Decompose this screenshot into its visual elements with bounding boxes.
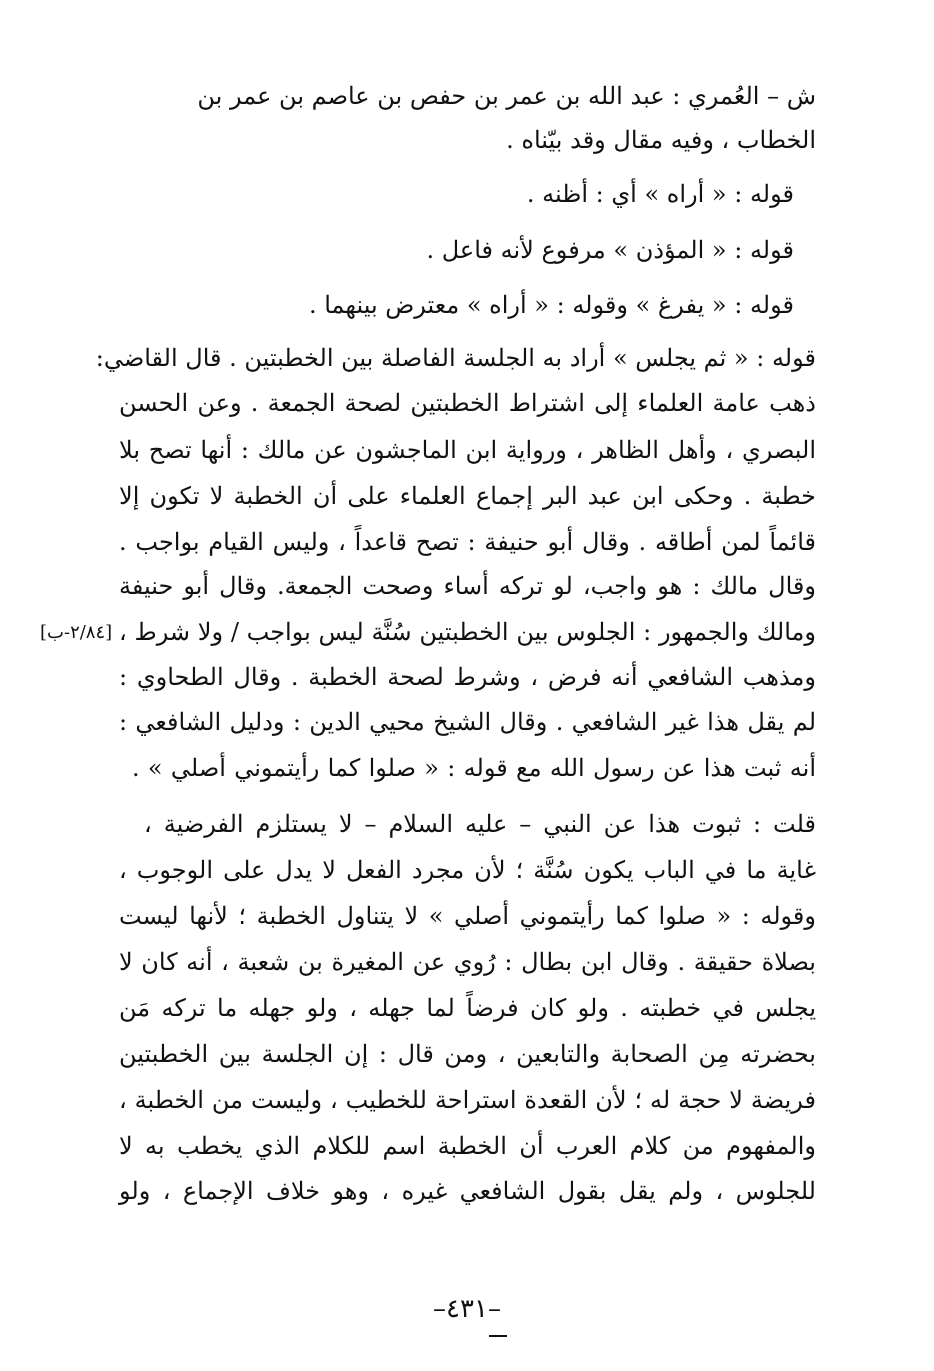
text-line: بحضرته مِن الصحابة والتابعين ، ومن قال : إن الجلسة بين الخطبتين: [119, 1040, 816, 1068]
text-line: لم يقل هذا غير الشافعي . وقال الشيخ محيي الدين : ودليل الشافعي :: [119, 708, 817, 736]
page-number-underline: [489, 1335, 507, 1337]
text-line: للجلوس ، ولم يقل بقول الشافعي غيره ، وهو خلاف الإجماع ، ولو: [119, 1177, 816, 1205]
text-line: الخطاب ، وفيه مقال وقد بيّناه .: [506, 126, 816, 154]
text-line: البصري ، وأهل الظاهر ، ورواية ابن الماجشون عن مالك : أنها تصح بلا: [119, 436, 817, 464]
text-line: ش – العُمري : عبد الله بن عمر بن حفص بن عاصم بن عمر بن: [197, 82, 816, 110]
text-line: قلت : ثبوت هذا عن النبي – عليه السلام – لا يستلزم الفرضية ،: [144, 810, 816, 838]
text-line: بصلاة حقيقة . وقال ابن بطال : رُوي عن المغيرة بن شعبة ، أنه كان لا: [119, 948, 816, 976]
text-line: والمفهوم من كلام العرب أن الخطبة اسم للكلام الذي يخطب به لا: [119, 1132, 816, 1160]
text-line: ذهب عامة العلماء إلى اشتراط الخطبتين لصحة الجمعة . وعن الحسن: [119, 389, 816, 417]
margin-note: [٢/٨٤-ب]: [40, 622, 113, 643]
text-line: أنه ثبت هذا عن رسول الله مع قوله : « صلوا كما رأيتموني أصلي » .: [132, 754, 816, 782]
text-line: ومذهب الشافعي أنه فرض ، وشرط لصحة الخطبة . وقال الطحاوي :: [119, 663, 816, 691]
text-line: وقوله : « صلوا كما رأيتموني أصلي » لا يتناول الخطبة ؛ لأنها ليست: [119, 902, 816, 930]
text-line: غاية ما في الباب يكون سُنَّة ؛ لأن مجرد الفعل لا يدل على الوجوب ،: [119, 856, 816, 884]
text-line: فريضة لا حجة له ؛ لأن القعدة استراحة للخطيب ، وليست من الخطبة ،: [119, 1086, 816, 1114]
page-number: –٤٣١–: [433, 1294, 501, 1324]
text-line: قوله : « ثم يجلس » أراد به الجلسة الفاصلة بين الخطبتين . قال القاضي:: [95, 344, 816, 372]
text-line: يجلس في خطبته . ولو كان فرضاً لما جهله ، ولو جهله ما تركه مَن: [119, 994, 816, 1022]
text-line: خطبة . وحكى ابن عبد البر إجماع العلماء على أن الخطبة لا تكون إلا: [119, 482, 816, 510]
text-line: وقال مالك : هو واجب، لو تركه أساء وصحت الجمعة. وقال أبو حنيفة: [119, 572, 816, 600]
text-line: قائماً لمن أطاقه . وقال أبو حنيفة : تصح قاعداً ، وليس القيام بواجب .: [119, 528, 817, 556]
text-line: قوله : « أراه » أي : أظنه .: [526, 180, 794, 208]
text-line: قوله : « يفرغ » وقوله : « أراه » معترض بينهما .: [308, 291, 794, 319]
text-line: ومالك والجمهور : الجلوس بين الخطبتين سُنَّة ليس بواجب / ولا شرط ،: [119, 618, 816, 646]
text-line: قوله : « المؤذن » مرفوع لأنه فاعل .: [426, 236, 794, 264]
